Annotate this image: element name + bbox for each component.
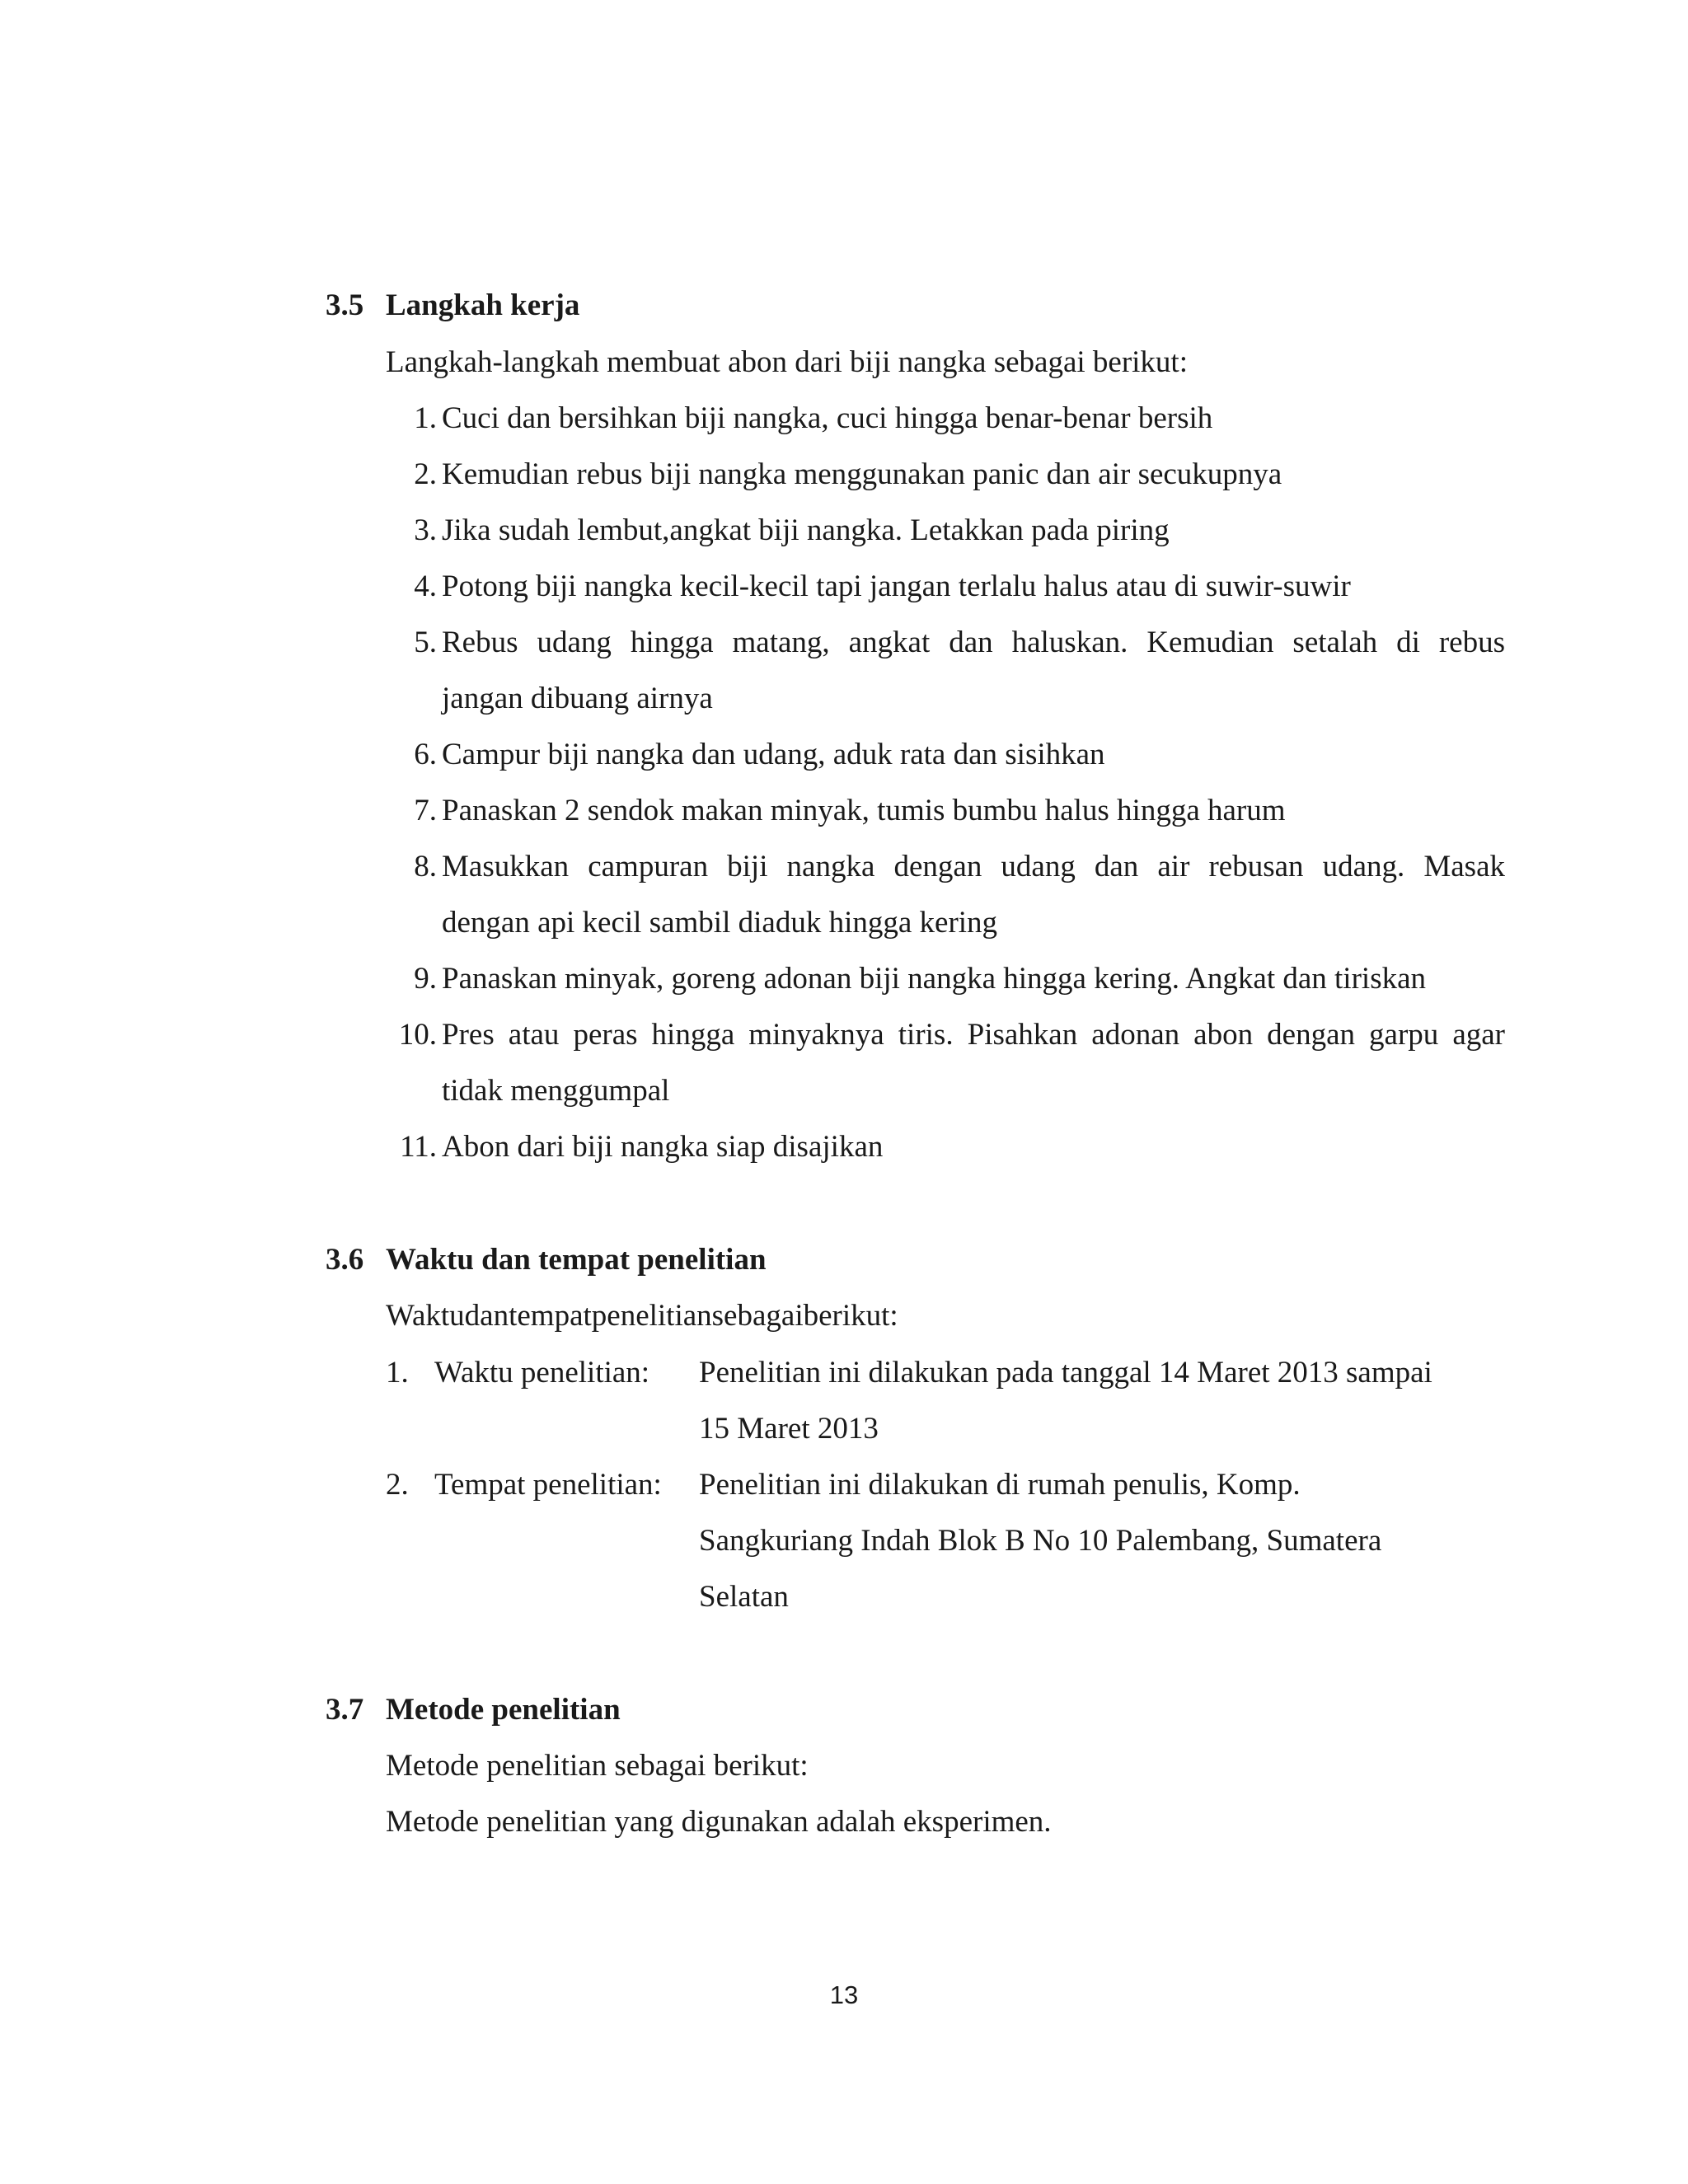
list-number: 7. [414, 794, 437, 827]
list-number: 6. [414, 738, 437, 771]
list-item: Kemudian rebus biji nangka menggunakan panic dan air secukupnya [442, 457, 1282, 491]
list-number: 4. [414, 569, 437, 603]
item-value-continuation: Selatan [699, 1580, 789, 1614]
section-title: Metode penelitian [386, 1693, 621, 1727]
list-item: Potong biji nangka kecil-kecil tapi jangan terlalu halus atau di suwir-suwir [442, 569, 1351, 603]
list-number: 3. [414, 513, 437, 547]
section-title: Waktu dan tempat penelitian [386, 1243, 767, 1277]
list-item: Campur biji nangka dan udang, aduk rata dan sisihkan [442, 738, 1105, 771]
section-number: 3.7 [326, 1693, 364, 1727]
list-item: Abon dari biji nangka siap disajikan [442, 1130, 884, 1164]
list-number: 2. [414, 457, 437, 491]
list-number: 1. [386, 1356, 409, 1390]
list-number: 2. [386, 1468, 409, 1502]
section-number: 3.5 [326, 288, 364, 322]
list-item: Pres atau peras hingga minyaknya tiris. Pisahkan adonan abon dengan garpu agar [442, 1018, 1505, 1052]
item-value-continuation: 15 Maret 2013 [699, 1412, 879, 1446]
item-value: Penelitian ini dilakukan di rumah penulis, Komp. [699, 1468, 1301, 1502]
list-item: Panaskan minyak, goreng adonan biji nangka hingga kering. Angkat dan tiriskan [442, 962, 1427, 996]
item-value: Penelitian ini dilakukan pada tanggal 14 Maret 2013 sampai [699, 1356, 1432, 1390]
list-item-continuation: tidak menggumpal [442, 1074, 670, 1108]
list-number: 11. [400, 1130, 437, 1164]
list-item: Masukkan campuran biji nangka dengan udang dan air rebusan udang. Masak [442, 850, 1505, 883]
item-value-continuation: Sangkuriang Indah Blok B No 10 Palembang, Sumatera [699, 1524, 1382, 1558]
list-number: 1. [414, 401, 437, 435]
list-item: Cuci dan bersihkan biji nangka, cuci hingga benar-benar bersih [442, 401, 1213, 435]
list-number: 8. [414, 850, 437, 883]
item-label: Tempat penelitian: [434, 1468, 662, 1502]
section-number: 3.6 [326, 1243, 364, 1277]
section-intro: Langkah-langkah membuat abon dari biji nangka sebagai berikut: [386, 345, 1188, 379]
item-label: Waktu penelitian: [434, 1356, 650, 1390]
list-item: Rebus udang hingga matang, angkat dan haluskan. Kemudian setalah di rebus [442, 626, 1505, 659]
section-title: Langkah kerja [386, 288, 580, 322]
list-number: 5. [414, 626, 437, 659]
list-item: Jika sudah lembut,angkat biji nangka. Letakkan pada piring [442, 513, 1170, 547]
list-item: Panaskan 2 sendok makan minyak, tumis bumbu halus hingga harum [442, 794, 1286, 827]
list-number: 9. [414, 962, 437, 996]
page-number: 13 [829, 1980, 859, 2009]
list-number: 10. [398, 1018, 437, 1052]
paragraph: Metode penelitian sebagai berikut: [386, 1749, 809, 1783]
paragraph: Metode penelitian yang digunakan adalah eksperimen. [386, 1805, 1052, 1839]
section-intro: Waktudantempatpenelitiansebagaiberikut: [386, 1299, 898, 1333]
list-item-continuation: jangan dibuang airnya [442, 682, 713, 715]
list-item-continuation: dengan api kecil sambil diaduk hingga kering [442, 906, 998, 940]
